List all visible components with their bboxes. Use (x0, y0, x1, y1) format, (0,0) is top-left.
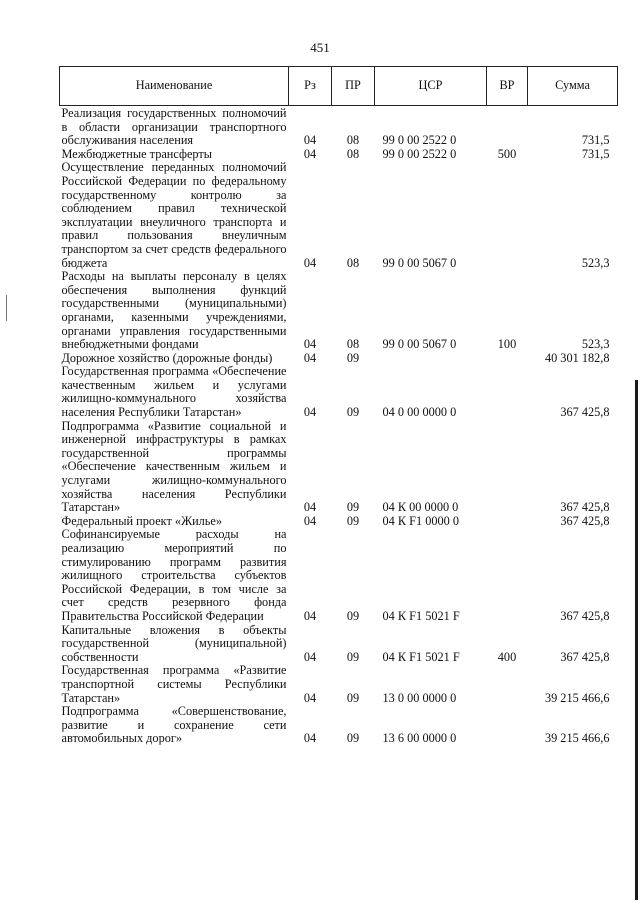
row-pr: 09 (346, 500, 360, 515)
row-rz: 04 (303, 350, 317, 365)
row-csr: 13 0 00 0000 0 (382, 690, 457, 705)
table-row (60, 515, 618, 529)
row-csr (375, 352, 487, 366)
row-pr: 08 (346, 337, 360, 352)
row-name: Федеральный проект «Жилье» (61, 513, 223, 528)
row-sum: 731,5 (581, 146, 610, 161)
table-row (60, 148, 618, 162)
row-rz: 04 (303, 731, 317, 746)
row-vr (487, 664, 528, 705)
row-rz: 04 (303, 608, 317, 623)
row-pr: 09 (346, 405, 360, 420)
table-row (60, 664, 618, 705)
row-csr: 04 К F1 5021 F (382, 649, 460, 664)
row-vr (487, 420, 528, 515)
header-rz: Рз (289, 67, 332, 106)
row-name: Государственная программа «Обеспечение качественным жильем и услугами жилищно-коммунального хозяйства населения Республики Татарстан» (61, 364, 287, 420)
row-vr: 100 (497, 337, 517, 352)
row-vr (487, 705, 528, 746)
table-row (60, 161, 618, 270)
row-rz: 04 (303, 500, 317, 515)
row-csr: 99 0 00 5067 0 (382, 255, 457, 270)
table-row (60, 270, 618, 352)
row-pr: 08 (346, 146, 360, 161)
table-row (60, 705, 618, 746)
scan-mark (6, 295, 7, 321)
row-rz: 04 (303, 146, 317, 161)
row-sum: 39 215 466,6 (544, 690, 610, 705)
table-row (60, 365, 618, 419)
row-sum: 367 425,8 (560, 405, 610, 420)
row-pr: 09 (346, 649, 360, 664)
row-pr: 09 (346, 731, 360, 746)
header-csr: ЦСР (375, 67, 487, 106)
row-rz: 04 (303, 255, 317, 270)
table-row (60, 352, 618, 366)
row-sum: 367 425,8 (560, 608, 610, 623)
row-vr (487, 161, 528, 270)
table-row (60, 106, 618, 148)
row-vr (487, 106, 528, 148)
row-sum: 367 425,8 (560, 649, 610, 664)
header-name: Наименование (60, 67, 289, 106)
budget-table (59, 66, 618, 746)
row-sum: 367 425,8 (560, 500, 610, 515)
table-row (60, 528, 618, 623)
row-name: Подпрограмма «Совершенствование, развитие и сохранение сети автомобильных дорог» (61, 704, 287, 746)
header-row (60, 67, 618, 106)
row-csr: 99 0 00 2522 0 (382, 146, 457, 161)
row-vr (487, 515, 528, 529)
row-name: Подпрограмма «Развитие социальной и инженерной инфраструктуры в рамках государственной программы «Обеспечение качественным жильем и услугами жилищно-коммунального хозяйства населения Республики Татарстан» (61, 418, 287, 515)
row-name: Межбюджетные трансферты (61, 146, 213, 161)
table-row (60, 624, 618, 665)
row-csr: 04 К F1 5021 F (382, 608, 460, 623)
row-rz: 04 (303, 133, 317, 148)
row-sum: 40 301 182,8 (544, 350, 610, 365)
row-pr: 09 (346, 350, 360, 365)
row-name: Дорожное хозяйство (дорожные фонды) (61, 350, 273, 365)
scan-edge (635, 380, 638, 900)
page-number: 451 (310, 40, 330, 55)
row-csr: 04 0 00 0000 0 (382, 405, 457, 420)
row-name: Реализация государственных полномочий в области организации транспортного обслуживания населения (61, 106, 287, 148)
table-row (60, 420, 618, 515)
row-sum: 523,3 (581, 255, 610, 270)
row-vr: 400 (497, 649, 517, 664)
row-pr: 09 (346, 608, 360, 623)
row-vr: 500 (497, 146, 517, 161)
row-rz: 04 (303, 513, 317, 528)
row-pr: 08 (346, 133, 360, 148)
table-header (60, 67, 618, 106)
row-pr: 08 (346, 255, 360, 270)
table-body (60, 106, 618, 746)
header-pr: ПР (332, 67, 375, 106)
row-rz: 04 (303, 405, 317, 420)
row-rz: 04 (303, 337, 317, 352)
row-vr (487, 528, 528, 623)
row-csr: 13 6 00 0000 0 (382, 731, 457, 746)
row-sum: 367 425,8 (560, 513, 610, 528)
row-rz: 04 (303, 690, 317, 705)
row-vr (487, 352, 528, 366)
row-csr: 04 К F1 0000 0 (382, 513, 460, 528)
row-name: Расходы на выплаты персоналу в целях обеспечения выполнения функций государственными (муниципальными) органами, казенными учреждениями, органами управления государственными внебюджетными фондами (61, 269, 287, 352)
row-csr: 99 0 00 5067 0 (382, 337, 457, 352)
row-pr: 09 (346, 690, 360, 705)
row-sum: 39 215 466,6 (544, 731, 610, 746)
row-pr: 09 (346, 513, 360, 528)
row-sum: 523,3 (581, 337, 610, 352)
header-sum: Сумма (528, 67, 618, 106)
row-name: Государственная программа «Развитие транспортной системы Республики Татарстан» (61, 663, 287, 705)
row-name: Софинансируемые расходы на реализацию мероприятий по стимулированию программ развития жилищного строительства субъектов Российской Федерации, в том числе за счет средств резервного фонда Правительства Российской Федерации (61, 527, 287, 623)
row-vr (487, 365, 528, 419)
row-rz: 04 (303, 649, 317, 664)
row-sum: 731,5 (581, 133, 610, 148)
row-name: Капитальные вложения в объекты государственной (муниципальной) собственности (61, 622, 287, 664)
row-name: Осуществление переданных полномочий Российской Федерации по федеральному государственному контролю за соблюдением правил технической эксплуатации внеуличного транспорта и правил пользования внеуличным транспортом за счет средств федерального бюджета (61, 160, 287, 270)
header-vr: ВР (487, 67, 528, 106)
row-csr: 99 0 00 2522 0 (382, 133, 457, 148)
row-csr: 04 К 00 0000 0 (382, 500, 459, 515)
